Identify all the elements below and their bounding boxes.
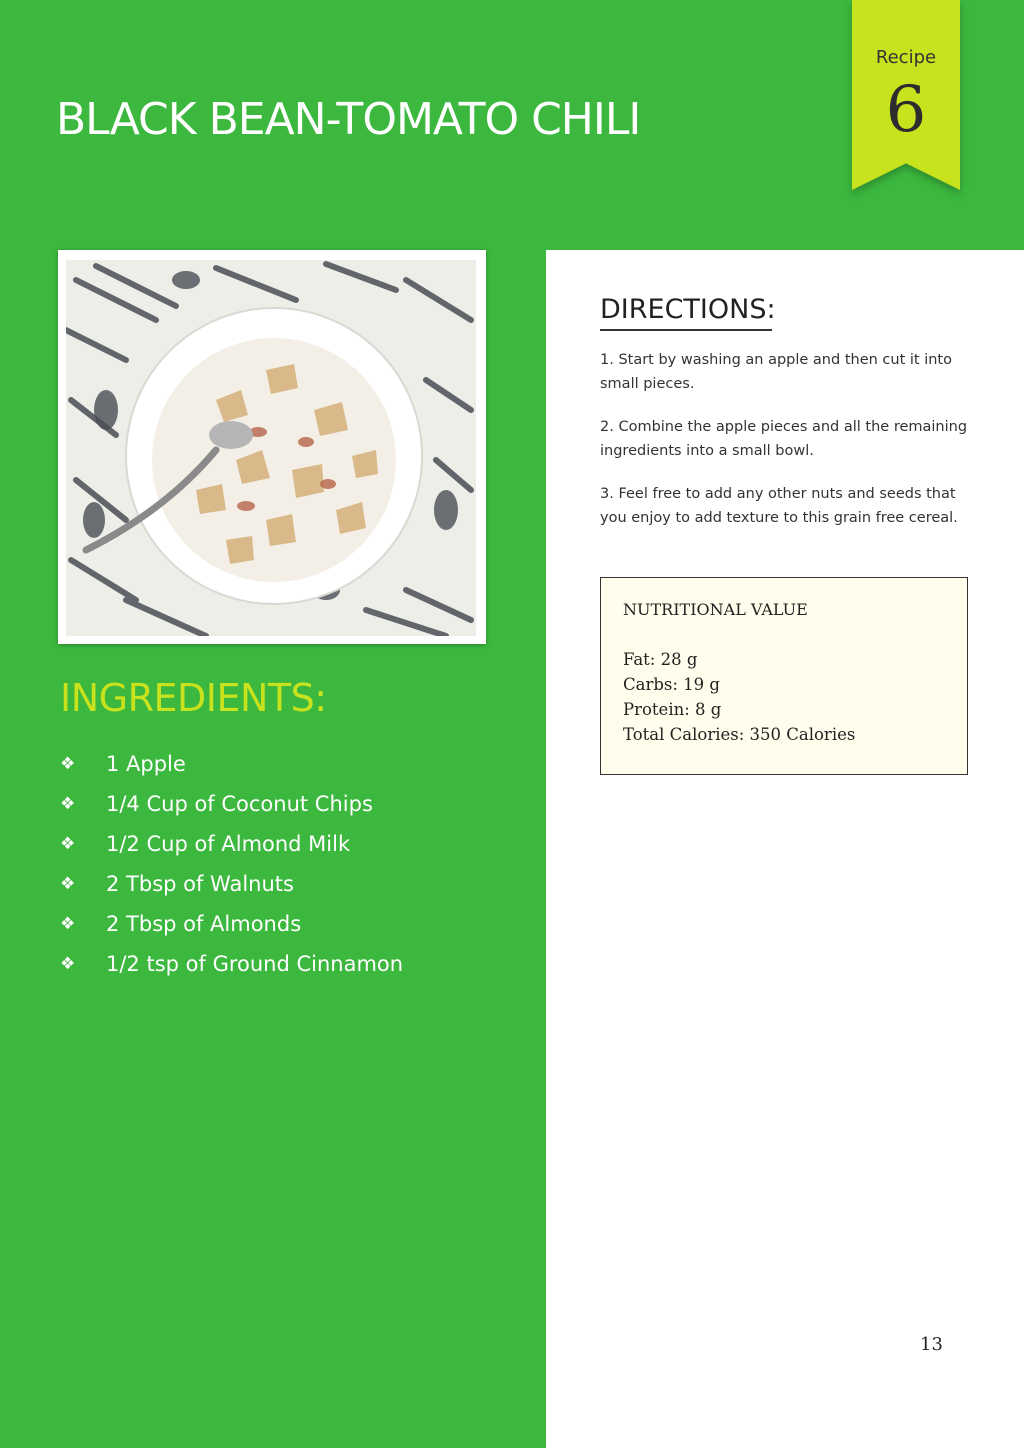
recipe-title: BLACK BEAN-TOMATO CHILI [56, 94, 641, 145]
recipe-number-ribbon [852, 0, 960, 190]
direction-step: 1. Start by washing an apple and then cut it into small pieces. [600, 352, 952, 392]
list-item [60, 824, 403, 864]
directions-heading: DIRECTIONS: [600, 294, 772, 331]
nutrition-title: NUTRITIONAL VALUE [623, 600, 808, 619]
nutrition-line: Fat: 28 g [623, 650, 698, 669]
ribbon-label: Recipe [875, 47, 937, 68]
nutrition-line: Total Calories: 350 Calories [623, 725, 856, 744]
ingredient-text: 2 Tbsp of Almonds [106, 912, 302, 936]
diamond-bullet-icon: ❖ [60, 914, 76, 934]
ingredients-list [60, 744, 403, 984]
diamond-bullet-icon: ❖ [60, 754, 76, 774]
diamond-bullet-icon: ❖ [60, 794, 76, 814]
directions-steps [600, 348, 980, 549]
directions-panel [546, 250, 1024, 1448]
diamond-bullet-icon: ❖ [60, 954, 76, 974]
list-item [60, 744, 403, 784]
direction-step: 3. Feel free to add any other nuts and seeds that you enjoy to add texture to this grain free cereal. [600, 486, 958, 526]
ingredient-text: 1/2 Cup of Almond Milk [106, 832, 351, 856]
ingredient-text: 1/4 Cup of Coconut Chips [106, 792, 373, 816]
page-number: 13 [920, 1334, 943, 1355]
cereal-bowl-photo [66, 260, 476, 636]
list-item [60, 784, 403, 824]
recipe-photo-frame [58, 250, 486, 644]
diamond-bullet-icon: ❖ [60, 874, 76, 894]
diamond-bullet-icon: ❖ [60, 834, 76, 854]
direction-step: 2. Combine the apple pieces and all the remaining ingredients into a small bowl. [600, 419, 968, 459]
ingredient-text: 2 Tbsp of Walnuts [106, 872, 294, 896]
ingredients-heading: INGREDIENTS: [60, 676, 327, 720]
ingredient-text: 1/2 tsp of Ground Cinnamon [106, 952, 404, 976]
nutrition-line: Protein: 8 g [623, 700, 722, 719]
nutrition-line: Carbs: 19 g [623, 675, 720, 694]
list-item [60, 944, 403, 984]
list-item [60, 864, 403, 904]
ingredient-text: 1 Apple [106, 752, 186, 776]
ribbon-number: 6 [885, 73, 927, 147]
list-item [60, 904, 403, 944]
nutrition-box [600, 577, 968, 775]
